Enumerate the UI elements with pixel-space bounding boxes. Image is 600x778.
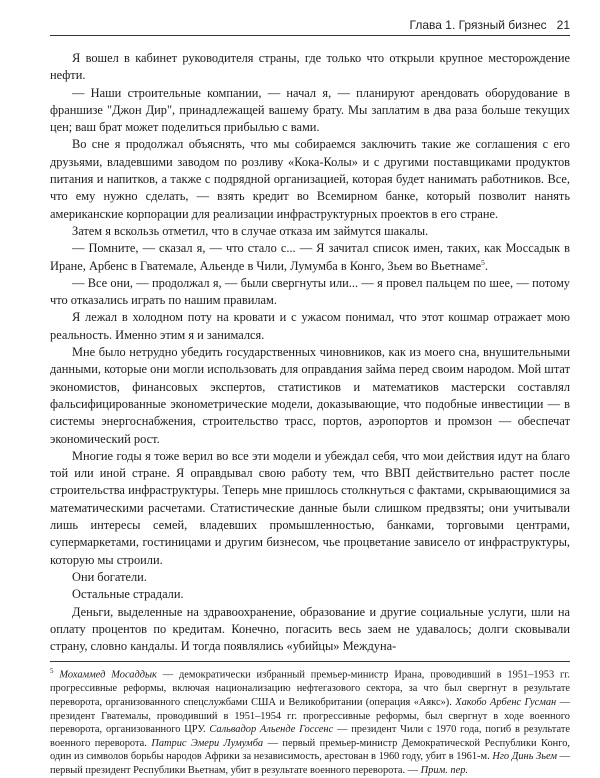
paragraph: Многие годы я тоже верил во все эти модели и убеждал себя, что мои действия идут на благо той или иной стране. Я оправдывал свою работу тем, что ВВП действительно растет после строительства инфраструктуры. Теперь мне пришлось столкнуться с фактами, скрывающимися за математическими расчетами. Статистические данные были слишком предвзяты; они учитывали лишь интересы семей, владевших промышленностью, банками, торговыми центрами, супермаркетами, гостиницами и другим бизнесом, чье процветание зависело от инфраструктуры, которую мы строили. <box>50 448 570 567</box>
book-page <box>50 18 571 777</box>
footnote-divider <box>50 661 570 662</box>
footnote <box>50 665 570 777</box>
footnote-s6: Патрис Эмери Лумумба <box>151 737 264 749</box>
chapter-title: Глава 1. Грязный бизнес <box>409 18 547 32</box>
paragraph: — Наши строительные компании, — начал я, — планируют арендовать оборудование в франшизе "Джон Дир", принадлежащей вашему брату. Мы заплатим в два раза больше текущих цен; ваш брат может поделиться прибылью с вами. <box>50 85 570 135</box>
paragraph: Остальные страдали. <box>72 587 184 602</box>
paragraph: Я лежал в холодном поту на кровати и с ужасом понимал, что этот кошмар отражает мою реальность. Именно этим я и занимался. <box>50 310 570 342</box>
paragraph: — Все они, — продолжал я, — были свергнуты или... — я провел пальцем по шее, — потому что отказались играть по нашим правилам. <box>50 275 570 308</box>
footnote-s9: — первый президент Республики Вьетнам, убит в результате военного переворота. — <box>50 751 570 777</box>
footnote-s10: Прим. пер. <box>420 765 468 777</box>
page-number: 21 <box>556 18 570 32</box>
footnote-s4: Сальвадор Альенде Госсенс <box>209 724 334 736</box>
footnote-s5: — президент Чили с 1970 года, погиб в результате военного переворота. <box>50 724 570 749</box>
paragraph: Они богатели. <box>72 569 147 584</box>
running-header <box>50 18 570 36</box>
paragraph: Во сне я продолжал объяснять, что мы собираемся заключить такие же соглашения с его друзьями, владевшими заводом по розливу «Кока-Колы» и с другими поставщиками продуктов питания и напитков, а также с подрядной организацией, которая будет нанимать работников. Все, что ему нужно сделать, — взять кредит во Всемирном банке, который позволит нанять американские корпорации для реализации инфраструктурных проектов в его стране. <box>50 137 570 221</box>
paragraph: Затем я вскользь отметил, что в случае отказа им займутся шакалы. <box>72 223 429 238</box>
footnote-s1: — демократически избранный премьер-министр Ирана, проводивший в 1951–1953 гг. прогрессивные реформы, включая национализацию нефтегазового сектора, за что был свергнут в результате переворота, организованного спецслужбами США и Великобритании (операция «Аякс»). <box>50 669 570 709</box>
footnote-reference[interactable]: 5 <box>481 257 485 267</box>
footnote-s8: Нго Динь Зьем <box>492 751 557 763</box>
footnote-s3: — президент Гватемалы, проводивший в 1951–1954 гг. прогрессивные реформы, был свергнут в ходе военного переворота, организованного ЦРУ. <box>50 697 570 736</box>
footnote-s0: Мохаммед Мосаддык <box>59 669 157 681</box>
paragraph: Деньги, выделенные на здравоохранение, образование и другие социальные услуги, шли на оплату процентов по кредитам. Конечно, погасить весь заем не удавалось; долги сковывали страну, словно кандалы. И тогда появлялись «убийцы» Междуна- <box>50 604 570 654</box>
footnote-s7: — первый премьер-министр Демократической Республики Конго, один из символов борьбы народов Африки за независимость, арестован в 1960 году, убит в 1961-м. <box>50 737 571 763</box>
paragraph: — Помните, — сказал я, — что стало с... — Я зачитал список имен, таких, как Моссадык в Иране, Арбенс в Гватемале, Альенде в Чили, Лумумба в Конго, Зьем во Вьетнаме$^5$. <box>50 241 570 273</box>
paragraph: Мне было нетрудно убедить государственных чиновников, как из моего сна, внушительными данными, которые они могли использовать для оправдания займа перед своим народом. Мой штат экономистов, финансовых экспертов, статистиков и математиков мастерски составлял фальсифицированные эконометрические модели, доказывающие, что подобные инвестиции — в системы энергоснабжения, строительство трасс, портов, аэропортов и промзон — обеспечат экономический рост. <box>50 345 570 446</box>
paragraph: Я вошел в кабинет руководителя страны, где только что открыли крупное месторождение нефти. <box>50 51 570 83</box>
footnote-number: 5 <box>50 667 54 676</box>
body-text <box>50 50 570 655</box>
paragraph-text: — Помните, — сказал я, — что стало с... — Я зачитал список имен, таких, как Моссадык в Иране, Арбенс в Гватемале, Альенде в Чили, Лумумба в Конго, Зьем во Вьетнаме <box>50 241 570 273</box>
footnote-s2: Хакобо Арбенс Гусман <box>455 697 557 709</box>
